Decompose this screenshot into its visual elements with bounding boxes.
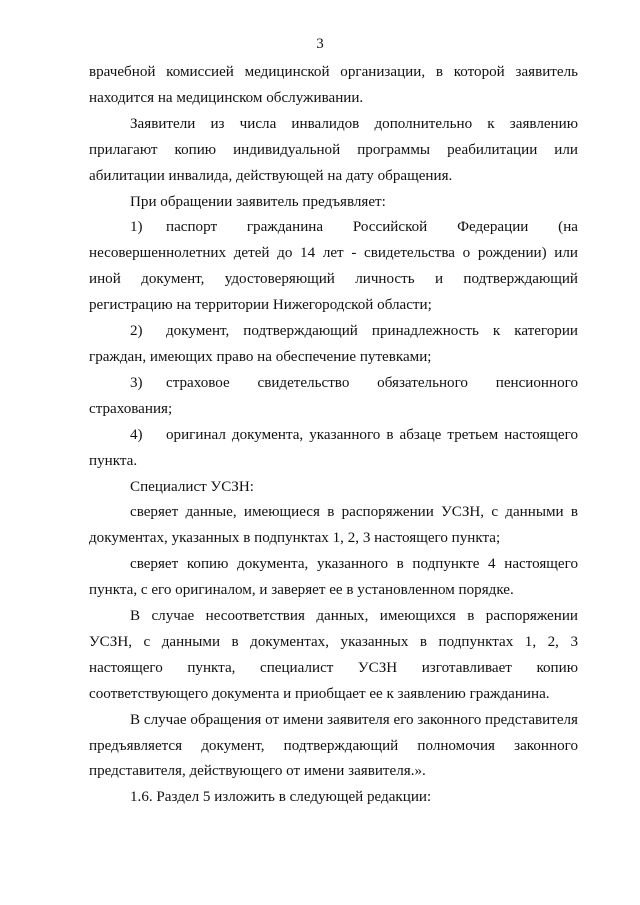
list-item-text: документ, подтверждающий принадлежность к категории граждан, имеющих право на обеспечение путевками; bbox=[89, 323, 578, 365]
list-item bbox=[89, 371, 578, 423]
list-item-number: 4) bbox=[130, 426, 143, 443]
list-item bbox=[89, 423, 578, 475]
page-number: 3 bbox=[316, 36, 324, 52]
paragraph: сверяет копию документа, указанного в подпункте 4 настоящего пункта, с его оригиналом, и заверяет ее в установленном порядке. bbox=[89, 556, 578, 599]
list-item-text: страховое свидетельство обязательного пенсионного страхования; bbox=[89, 374, 578, 417]
list-item-text: паспорт гражданина Российской Федерации (на несовершеннолетних детей до 14 лет - свидетельства о рождении) или иной документ, удостоверяющий личность и подтверждающий регистрацию на территории Нижегородской области; bbox=[89, 219, 578, 314]
paragraph: В случае обращения от имени заявителя его законного представителя предъявляется документ, подтверждающий полномочия законного представителя, действующего от имени заявителя.». bbox=[89, 711, 578, 780]
list-item-number: 1) bbox=[130, 219, 143, 236]
paragraph: В случае несоответствия данных, имеющихся в распоряжении УСЗН, с данными в документах, указанных в подпунктах 1, 2, 3 настоящего пункта, специалист УСЗН изготавливает копию соответствующего документа и приобщает ее к заявлению гражданина. bbox=[89, 608, 578, 702]
paragraph: Специалист УСЗН: bbox=[130, 478, 254, 495]
paragraph: врачебной комиссией медицинской организации, в которой заявитель находится на медицинском обслуживании. bbox=[89, 64, 578, 106]
list-item-text: оригинал документа, указанного в абзаце третьем настоящего пункта. bbox=[89, 426, 578, 469]
list-item bbox=[89, 215, 578, 319]
paragraph: При обращении заявитель предъявляет: bbox=[130, 193, 386, 210]
paragraph: Заявители из числа инвалидов дополнительно к заявлению прилагают копию индивидуальной программы реабилитации или абилитации инвалида, действующей на дату обращения. bbox=[89, 115, 578, 184]
document-body bbox=[89, 60, 578, 811]
list-item-number: 2) bbox=[130, 323, 143, 340]
list-item bbox=[89, 319, 578, 371]
list-item-number: 3) bbox=[130, 374, 143, 391]
paragraph: сверяет данные, имеющиеся в распоряжении УСЗН, с данными в документах, указанных в подпунктах 1, 2, 3 настоящего пункта; bbox=[89, 504, 578, 547]
paragraph: 1.6. Раздел 5 изложить в следующей редакции: bbox=[130, 789, 432, 806]
